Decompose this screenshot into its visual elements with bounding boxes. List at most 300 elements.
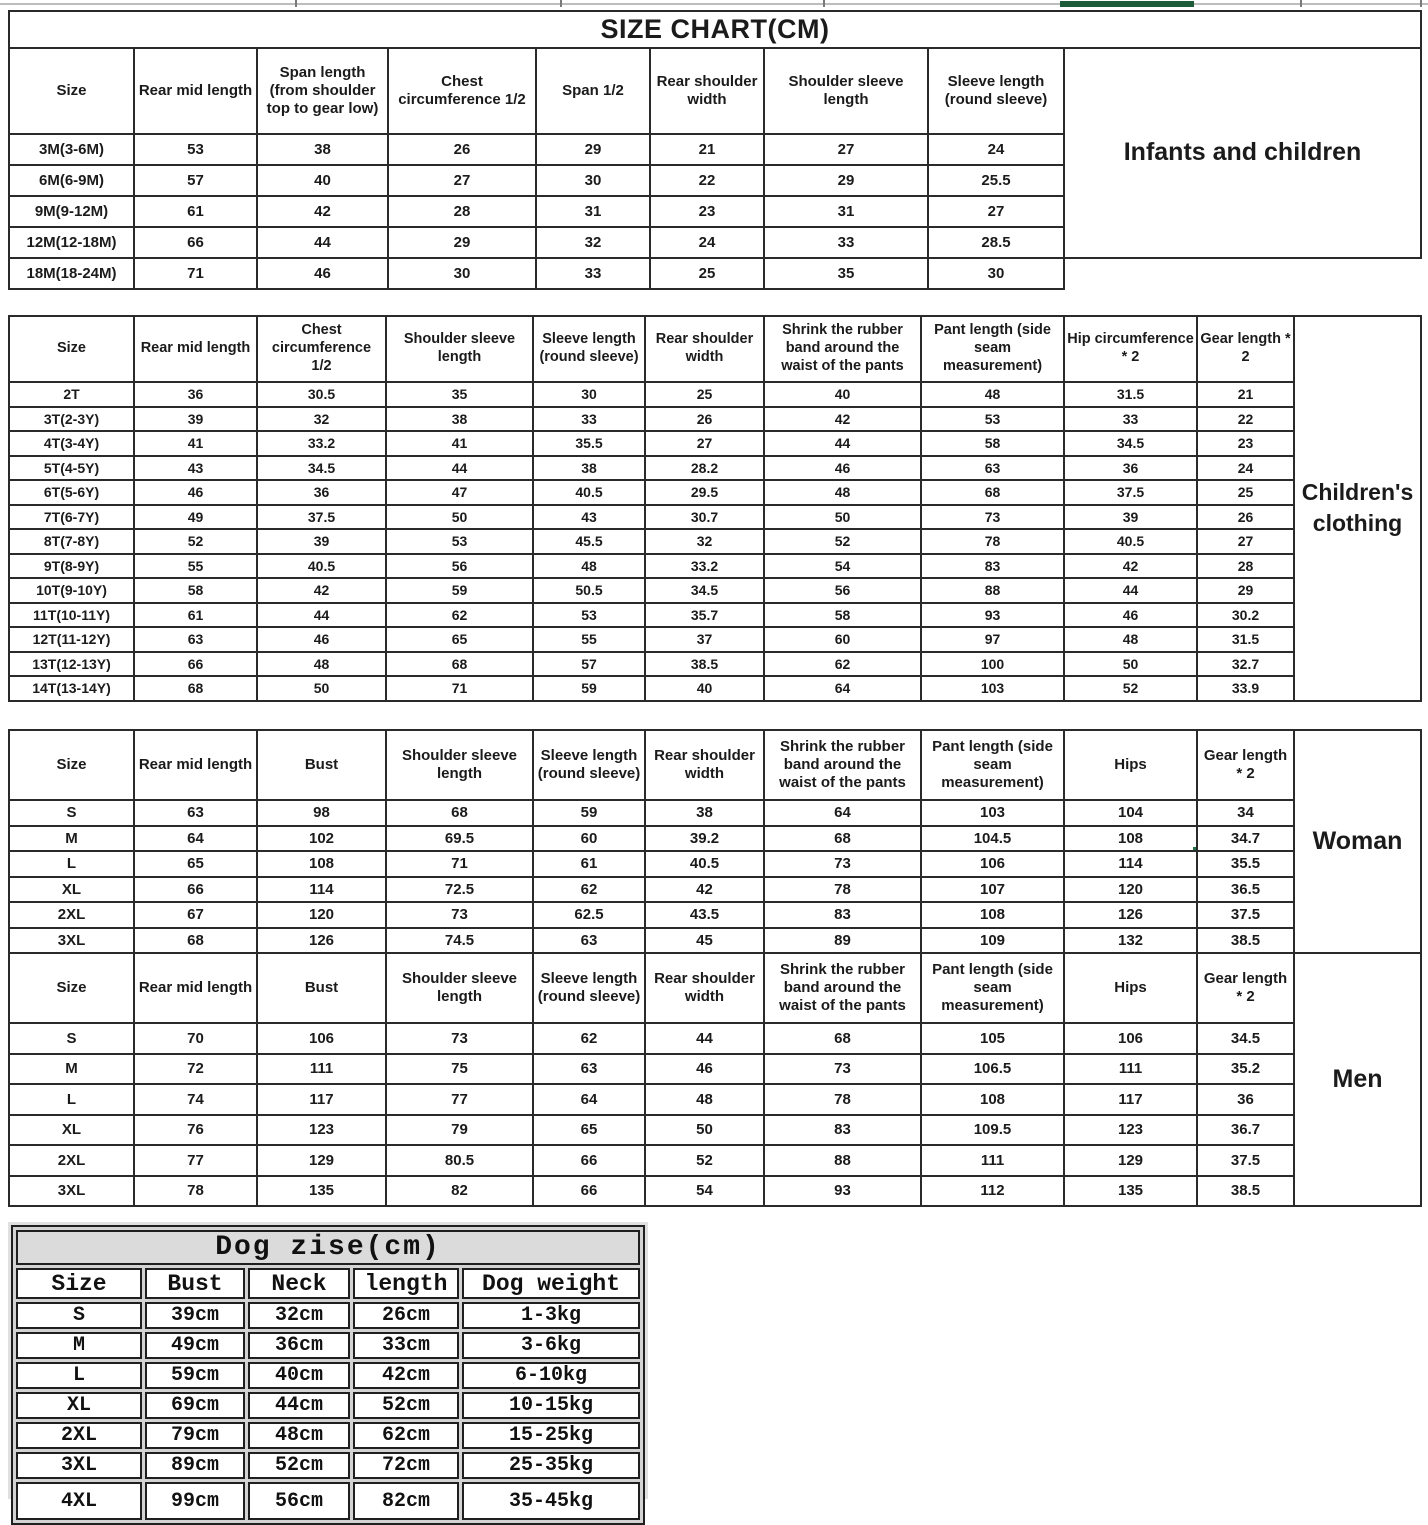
value-cell: 43 [134, 456, 257, 481]
value-cell: 83 [921, 554, 1064, 579]
column-header: Bust [257, 730, 386, 800]
excel-gridline-artifact [0, 3, 1428, 5]
value-cell: 27 [645, 431, 764, 456]
value-cell: 29 [764, 165, 928, 196]
data-row [9, 1054, 1421, 1085]
value-cell: 62.5 [533, 902, 645, 928]
value-cell: 68 [386, 800, 533, 826]
column-header: Rear shoulder width [645, 730, 764, 800]
value-cell: 57 [533, 652, 645, 677]
value-cell: 50.5 [533, 578, 645, 603]
value-cell: 58 [921, 431, 1064, 456]
value-cell: 29.5 [645, 480, 764, 505]
column-header: Size [9, 316, 134, 382]
column-header: Shoulder sleeve length [386, 730, 533, 800]
value-cell: 34.5 [1064, 431, 1197, 456]
size-cell: 18M(18-24M) [9, 258, 134, 289]
value-cell: 135 [257, 1176, 386, 1207]
value-cell: 61 [533, 851, 645, 877]
value-cell: 108 [921, 902, 1064, 928]
column-header: Size [16, 1268, 142, 1299]
value-cell: 129 [1064, 1145, 1197, 1176]
value-cell: 48 [1064, 627, 1197, 652]
value-cell: 46 [1064, 603, 1197, 628]
column-header: Pant length (side seam measurement) [921, 730, 1064, 800]
column-header: Rear shoulder width [645, 953, 764, 1023]
value-cell: 40 [764, 382, 921, 407]
value-cell: 72.5 [386, 877, 533, 903]
column-header: Span length (from shoulder top to gear low) [257, 48, 388, 134]
value-cell: 26cm [353, 1302, 459, 1329]
column-header: Sleeve length (round sleeve) [533, 953, 645, 1023]
value-cell: 38.5 [1197, 1176, 1294, 1207]
column-header: Gear length * 2 [1197, 730, 1294, 800]
table-title-row [16, 1230, 640, 1265]
data-row [9, 603, 1421, 628]
value-cell: 3-6kg [462, 1332, 640, 1359]
column-header: Shoulder sleeve length [386, 953, 533, 1023]
value-cell: 38 [257, 134, 388, 165]
value-cell: 56 [386, 554, 533, 579]
value-cell: 48cm [248, 1422, 350, 1449]
value-cell: 47 [386, 480, 533, 505]
value-cell: 33 [1064, 407, 1197, 432]
value-cell: 114 [1064, 851, 1197, 877]
value-cell: 40.5 [645, 851, 764, 877]
size-cell: 9T(8-9Y) [9, 554, 134, 579]
value-cell: 40.5 [1064, 529, 1197, 554]
children-size-table [8, 315, 1422, 702]
column-header: Hips [1064, 953, 1197, 1023]
value-cell: 26 [645, 407, 764, 432]
column-header: Rear mid length [134, 48, 257, 134]
value-cell: 39 [1064, 505, 1197, 530]
column-header: length [353, 1268, 459, 1299]
size-cell: 2T [9, 382, 134, 407]
value-cell: 52cm [248, 1452, 350, 1479]
value-cell: 31.5 [1197, 627, 1294, 652]
value-cell: 120 [257, 902, 386, 928]
value-cell: 46 [764, 456, 921, 481]
column-header: Shoulder sleeve length [386, 316, 533, 382]
value-cell: 98 [257, 800, 386, 826]
value-cell: 33 [536, 258, 650, 289]
value-cell: 65 [386, 627, 533, 652]
value-cell: 93 [921, 603, 1064, 628]
value-cell: 64 [764, 800, 921, 826]
value-cell: 71 [386, 851, 533, 877]
data-row [9, 627, 1421, 652]
value-cell: 126 [1064, 902, 1197, 928]
value-cell: 42 [257, 578, 386, 603]
size-cell: M [16, 1332, 142, 1359]
value-cell: 52 [1064, 676, 1197, 701]
column-header: Rear mid length [134, 730, 257, 800]
column-tick [295, 0, 297, 7]
value-cell: 38 [645, 800, 764, 826]
value-cell: 28 [1197, 554, 1294, 579]
empty-region [1064, 258, 1421, 289]
value-cell: 32 [257, 407, 386, 432]
value-cell: 111 [1064, 1054, 1197, 1085]
value-cell: 42 [257, 196, 388, 227]
value-cell: 77 [386, 1084, 533, 1115]
value-cell: 120 [1064, 877, 1197, 903]
value-cell: 44 [257, 227, 388, 258]
value-cell: 50 [386, 505, 533, 530]
column-tick [823, 0, 825, 7]
value-cell: 88 [921, 578, 1064, 603]
value-cell: 38.5 [1197, 928, 1294, 954]
value-cell: 27 [1197, 529, 1294, 554]
value-cell: 105 [921, 1023, 1064, 1054]
value-cell: 36 [1064, 456, 1197, 481]
value-cell: 65 [134, 851, 257, 877]
value-cell: 23 [650, 196, 764, 227]
value-cell: 44 [764, 431, 921, 456]
value-cell: 36.7 [1197, 1115, 1294, 1146]
value-cell: 117 [257, 1084, 386, 1115]
data-row [16, 1362, 640, 1389]
value-cell: 126 [257, 928, 386, 954]
value-cell: 34.5 [257, 456, 386, 481]
value-cell: 79 [386, 1115, 533, 1146]
value-cell: 34.5 [1197, 1023, 1294, 1054]
value-cell: 66 [134, 227, 257, 258]
column-header: Shoulder sleeve length [764, 48, 928, 134]
value-cell: 59 [386, 578, 533, 603]
excel-selection-border [1064, 826, 1197, 852]
value-cell: 37.5 [1064, 480, 1197, 505]
data-row [16, 1452, 640, 1479]
value-cell: 48 [645, 1084, 764, 1115]
value-cell: 33 [764, 227, 928, 258]
column-header: Gear length * 2 [1197, 953, 1294, 1023]
value-cell: 36.5 [1197, 877, 1294, 903]
size-cell: 2XL [16, 1422, 142, 1449]
value-cell: 63 [921, 456, 1064, 481]
value-cell: 40 [645, 676, 764, 701]
category-label: Children's clothing [1294, 316, 1421, 701]
value-cell: 64 [764, 676, 921, 701]
value-cell: 42 [1064, 554, 1197, 579]
value-cell: 15-25kg [462, 1422, 640, 1449]
category-label: Infants and children [1064, 48, 1421, 258]
value-cell: 107 [921, 877, 1064, 903]
table-title: SIZE CHART(CM) [9, 11, 1421, 48]
value-cell: 30.7 [645, 505, 764, 530]
value-cell: 52cm [353, 1392, 459, 1419]
value-cell: 65 [533, 1115, 645, 1146]
value-cell: 40 [257, 165, 388, 196]
value-cell: 34 [1197, 800, 1294, 826]
size-cell: 2XL [9, 902, 134, 928]
data-row [9, 1145, 1421, 1176]
value-cell: 27 [388, 165, 536, 196]
value-cell: 37.5 [1197, 1145, 1294, 1176]
value-cell: 67 [134, 902, 257, 928]
header-row [9, 953, 1421, 1023]
value-cell: 93 [764, 1176, 921, 1207]
value-cell: 27 [928, 196, 1064, 227]
category-label: Woman [1294, 730, 1421, 953]
value-cell: 59 [533, 676, 645, 701]
value-cell: 88 [764, 1145, 921, 1176]
size-cell: 12M(12-18M) [9, 227, 134, 258]
value-cell: 109 [921, 928, 1064, 954]
column-header: Bust [145, 1268, 245, 1299]
size-cell: XL [9, 877, 134, 903]
size-cell: 6T(5-6Y) [9, 480, 134, 505]
value-cell: 56 [764, 578, 921, 603]
value-cell: 1-3kg [462, 1302, 640, 1329]
value-cell: 68 [134, 928, 257, 954]
value-cell: 109.5 [921, 1115, 1064, 1146]
value-cell: 33 [533, 407, 645, 432]
value-cell: 60 [764, 627, 921, 652]
value-cell: 37 [645, 627, 764, 652]
value-cell: 103 [921, 676, 1064, 701]
value-cell: 53 [386, 529, 533, 554]
value-cell: 99cm [145, 1482, 245, 1520]
value-cell: 39.2 [645, 826, 764, 852]
value-cell: 32cm [248, 1302, 350, 1329]
data-row [9, 902, 1421, 928]
table-title: Dog zise(cm) [16, 1230, 640, 1265]
value-cell: 63 [134, 627, 257, 652]
value-cell: 68 [921, 480, 1064, 505]
value-cell: 71 [134, 258, 257, 289]
value-cell: 28 [388, 196, 536, 227]
column-header: Size [9, 730, 134, 800]
size-cell: 12T(11-12Y) [9, 627, 134, 652]
data-row [9, 676, 1421, 701]
size-cell: 3M(3-6M) [9, 134, 134, 165]
value-cell: 117 [1064, 1084, 1197, 1115]
column-header: Neck [248, 1268, 350, 1299]
value-cell: 76 [134, 1115, 257, 1146]
size-cell: 4XL [16, 1482, 142, 1520]
infants-size-table [8, 10, 1422, 290]
value-cell: 78 [921, 529, 1064, 554]
value-cell: 106 [257, 1023, 386, 1054]
value-cell: 106.5 [921, 1054, 1064, 1085]
value-cell: 32 [536, 227, 650, 258]
value-cell: 37.5 [1197, 902, 1294, 928]
data-row [9, 554, 1421, 579]
value-cell: 25 [1197, 480, 1294, 505]
dog-size-panel [8, 1222, 648, 1513]
size-cell: 8T(7-8Y) [9, 529, 134, 554]
value-cell: 73 [764, 851, 921, 877]
value-cell: 31.5 [1064, 382, 1197, 407]
size-cell: 3T(2-3Y) [9, 407, 134, 432]
value-cell: 100 [921, 652, 1064, 677]
value-cell: 25-35kg [462, 1452, 640, 1479]
value-cell: 46 [645, 1054, 764, 1085]
value-cell: 40.5 [533, 480, 645, 505]
value-cell: 58 [764, 603, 921, 628]
data-row [9, 1023, 1421, 1054]
value-cell: 123 [257, 1115, 386, 1146]
value-cell: 55 [134, 554, 257, 579]
value-cell: 53 [134, 134, 257, 165]
size-cell: 10T(9-10Y) [9, 578, 134, 603]
size-cell: XL [16, 1392, 142, 1419]
column-header: Shrink the rubber band around the waist of the pants [764, 953, 921, 1023]
value-cell: 44cm [248, 1392, 350, 1419]
value-cell: 64 [134, 826, 257, 852]
value-cell: 40.5 [257, 554, 386, 579]
value-cell: 36cm [248, 1332, 350, 1359]
value-cell: 71 [386, 676, 533, 701]
column-header: Size [9, 953, 134, 1023]
column-header: Dog weight [462, 1268, 640, 1299]
size-cell: S [9, 800, 134, 826]
value-cell: 35.2 [1197, 1054, 1294, 1085]
value-cell: 74 [134, 1084, 257, 1115]
value-cell: 66 [533, 1176, 645, 1207]
size-cell: 5T(4-5Y) [9, 456, 134, 481]
column-header: Rear mid length [134, 316, 257, 382]
value-cell: 62 [533, 1023, 645, 1054]
value-cell: 32 [645, 529, 764, 554]
value-cell: 77 [134, 1145, 257, 1176]
value-cell: 30.2 [1197, 603, 1294, 628]
value-cell: 10-15kg [462, 1392, 640, 1419]
data-row [9, 480, 1421, 505]
value-cell: 108 [1064, 826, 1197, 852]
column-tick [1300, 0, 1302, 7]
column-tick [1420, 0, 1422, 7]
value-cell: 80.5 [386, 1145, 533, 1176]
value-cell: 23 [1197, 431, 1294, 456]
value-cell: 38 [386, 407, 533, 432]
value-cell: 64 [533, 1084, 645, 1115]
size-cell: S [9, 1023, 134, 1054]
value-cell: 54 [645, 1176, 764, 1207]
value-cell: 102 [257, 826, 386, 852]
value-cell: 48 [257, 652, 386, 677]
value-cell: 111 [921, 1145, 1064, 1176]
size-cell: 2XL [9, 1145, 134, 1176]
value-cell: 108 [921, 1084, 1064, 1115]
size-cell: 6M(6-9M) [9, 165, 134, 196]
value-cell: 63 [533, 928, 645, 954]
data-row [16, 1392, 640, 1419]
data-row [9, 851, 1421, 877]
value-cell: 59 [533, 800, 645, 826]
value-cell: 53 [533, 603, 645, 628]
value-cell: 73 [921, 505, 1064, 530]
value-cell: 29 [1197, 578, 1294, 603]
data-row [9, 382, 1421, 407]
value-cell: 35.7 [645, 603, 764, 628]
value-cell: 57 [134, 165, 257, 196]
value-cell: 50 [764, 505, 921, 530]
value-cell: 103 [921, 800, 1064, 826]
size-cell: S [16, 1302, 142, 1329]
value-cell: 44 [645, 1023, 764, 1054]
value-cell: 25 [645, 382, 764, 407]
value-cell: 30 [533, 382, 645, 407]
data-row [16, 1482, 640, 1520]
value-cell: 35.5 [533, 431, 645, 456]
value-cell: 45 [645, 928, 764, 954]
size-cell: M [9, 826, 134, 852]
value-cell: 44 [1064, 578, 1197, 603]
value-cell: 48 [921, 382, 1064, 407]
value-cell: 83 [764, 902, 921, 928]
value-cell: 63 [533, 1054, 645, 1085]
value-cell: 112 [921, 1176, 1064, 1207]
value-cell: 30.5 [257, 382, 386, 407]
value-cell: 75 [386, 1054, 533, 1085]
column-header: Shrink the rubber band around the waist of the pants [764, 316, 921, 382]
data-row [9, 431, 1421, 456]
value-cell: 59cm [145, 1362, 245, 1389]
value-cell: 104 [1064, 800, 1197, 826]
data-row [9, 258, 1421, 289]
value-cell: 48 [764, 480, 921, 505]
value-cell: 89cm [145, 1452, 245, 1479]
value-cell: 36 [257, 480, 386, 505]
column-header: Sleeve length (round sleeve) [928, 48, 1064, 134]
size-cell: 3XL [9, 928, 134, 954]
value-cell: 6-10kg [462, 1362, 640, 1389]
value-cell: 66 [134, 877, 257, 903]
column-header: Bust [257, 953, 386, 1023]
column-header: Rear shoulder width [645, 316, 764, 382]
value-cell: 52 [134, 529, 257, 554]
header-row [9, 48, 1421, 134]
value-cell: 62cm [353, 1422, 459, 1449]
value-cell: 50 [645, 1115, 764, 1146]
value-cell: 30 [928, 258, 1064, 289]
value-cell: 61 [134, 196, 257, 227]
value-cell: 43.5 [645, 902, 764, 928]
excel-green-selection-artifact [1060, 1, 1194, 7]
value-cell: 111 [257, 1054, 386, 1085]
column-header: Chest circumference 1/2 [257, 316, 386, 382]
value-cell: 63 [134, 800, 257, 826]
size-cell: 3XL [16, 1452, 142, 1479]
value-cell: 97 [921, 627, 1064, 652]
data-row [16, 1302, 640, 1329]
value-cell: 62 [533, 877, 645, 903]
column-header: Size [9, 48, 134, 134]
value-cell: 62 [764, 652, 921, 677]
data-row [9, 652, 1421, 677]
value-cell: 36 [134, 382, 257, 407]
value-cell: 39 [134, 407, 257, 432]
value-cell: 46 [134, 480, 257, 505]
size-cell: 13T(12-13Y) [9, 652, 134, 677]
value-cell: 129 [257, 1145, 386, 1176]
value-cell: 73 [386, 1023, 533, 1054]
value-cell: 35 [386, 382, 533, 407]
woman-size-table [8, 729, 1422, 954]
value-cell: 106 [921, 851, 1064, 877]
value-cell: 68 [386, 652, 533, 677]
value-cell: 42cm [353, 1362, 459, 1389]
column-header: Span 1/2 [536, 48, 650, 134]
data-row [16, 1422, 640, 1449]
value-cell: 36 [1197, 1084, 1294, 1115]
value-cell: 34.7 [1197, 826, 1294, 852]
value-cell: 89 [764, 928, 921, 954]
data-row [9, 928, 1421, 954]
